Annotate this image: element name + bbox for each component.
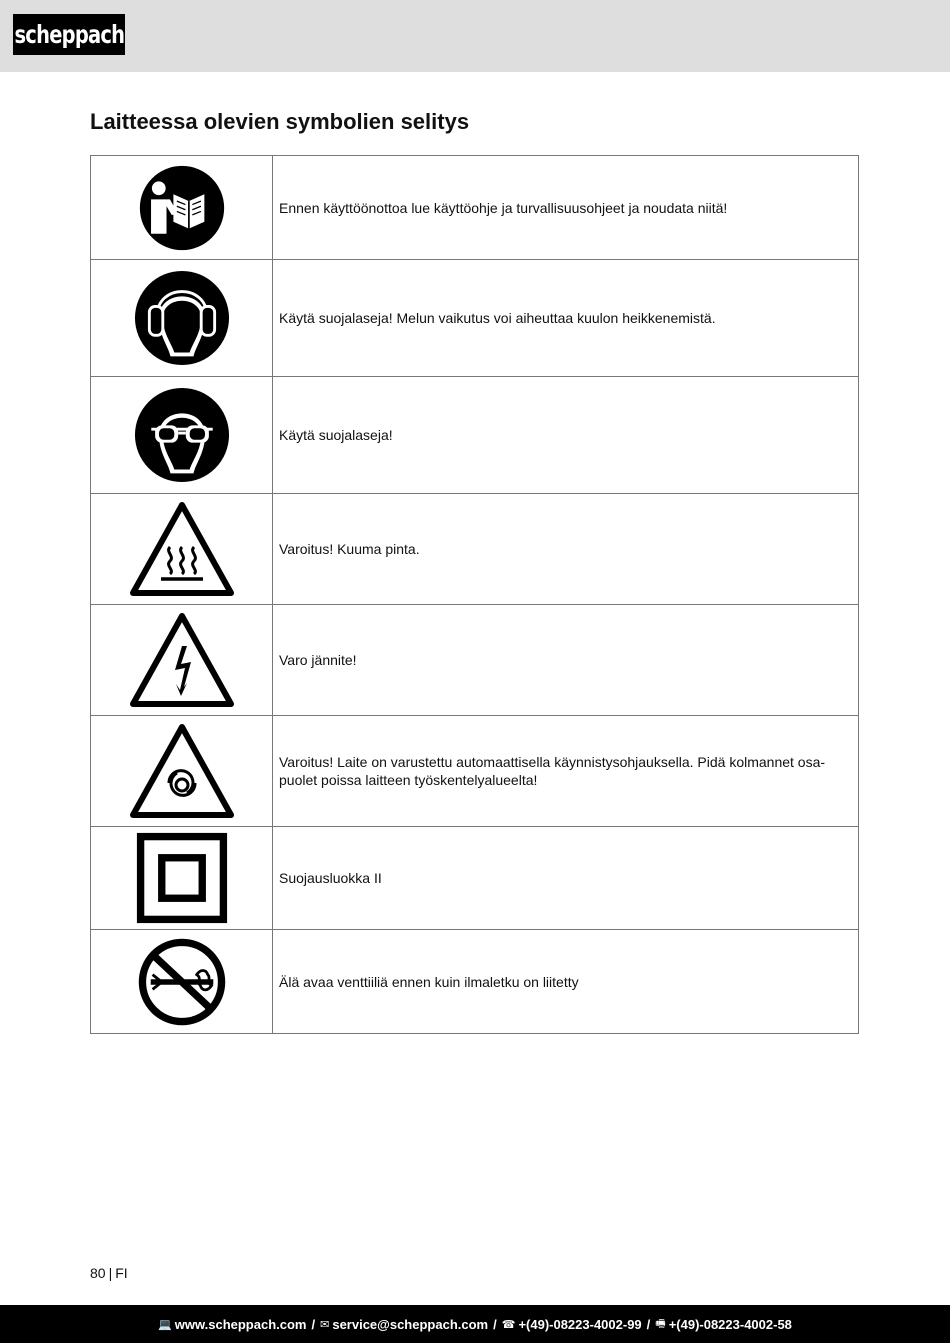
automatic-start-warning-icon bbox=[127, 721, 237, 821]
symbol-table bbox=[90, 155, 859, 1034]
symbol-description: Käytä suojalaseja! bbox=[273, 377, 859, 494]
footer-phone: +(49)-08223-4002-99 bbox=[518, 1316, 642, 1332]
high-voltage-warning-icon bbox=[127, 610, 237, 710]
no-open-valve-icon bbox=[136, 936, 228, 1028]
computer-icon: 💻 bbox=[158, 1317, 172, 1331]
page-title: Laitteessa olevien symbolien selitys bbox=[90, 109, 470, 134]
table-row bbox=[91, 260, 859, 377]
page-number-value: 80 bbox=[90, 1265, 106, 1281]
safety-goggles-icon bbox=[134, 387, 230, 483]
protection-class-ii-icon bbox=[136, 832, 228, 924]
fax-icon: 🖷 bbox=[655, 1316, 666, 1330]
mail-icon: ✉ bbox=[320, 1317, 330, 1331]
table-row bbox=[91, 605, 859, 716]
symbol-description: Älä avaa venttiiliä ennen kuin ilmaletku on liitetty bbox=[273, 930, 859, 1034]
header-band bbox=[0, 0, 950, 72]
symbol-description: Ennen käyttöönottoa lue käyttöohje ja turvallisuusohjeet ja noudata niitä! bbox=[273, 156, 859, 260]
footer-email[interactable]: service@scheppach.com bbox=[332, 1316, 489, 1332]
footer-fax: +(49)-08223-4002-58 bbox=[668, 1316, 792, 1332]
phone-icon: ☎ bbox=[501, 1317, 516, 1331]
hearing-protection-icon bbox=[134, 270, 230, 366]
page-number bbox=[90, 1265, 128, 1281]
symbol-description: Suojausluokka II bbox=[273, 827, 859, 930]
page-language: FI bbox=[115, 1265, 128, 1281]
table-row bbox=[91, 716, 859, 827]
table-row bbox=[91, 377, 859, 494]
symbol-description: Varoitus! Laite on varustettu automaattisella käynnistysohjauksella. Pidä kolmannet osa-puolet poissa laitteen työskentelyalueelta! bbox=[273, 716, 859, 827]
symbol-description: Varoitus! Kuuma pinta. bbox=[273, 494, 859, 605]
table-row bbox=[91, 156, 859, 260]
symbol-description: Käytä suojalaseja! Melun vaikutus voi aiheuttaa kuulon heikkenemistä. bbox=[273, 260, 859, 377]
hot-surface-warning-icon bbox=[127, 499, 237, 599]
scheppach-logo: scheppach bbox=[13, 14, 125, 55]
read-manual-icon bbox=[139, 165, 225, 251]
page-number-separator: | bbox=[108, 1265, 113, 1281]
table-row bbox=[91, 494, 859, 605]
table-row bbox=[91, 827, 859, 930]
footer-contact-bar: 💻 www.scheppach.com / ✉ service@scheppach.com / ☎ +(49)-08223-4002-99 / 🖷 +(49)-08223-4002-58 bbox=[0, 1305, 950, 1343]
symbol-description: Varo jännite! bbox=[273, 605, 859, 716]
table-row bbox=[91, 930, 859, 1034]
footer-website[interactable]: www.scheppach.com bbox=[174, 1316, 307, 1332]
